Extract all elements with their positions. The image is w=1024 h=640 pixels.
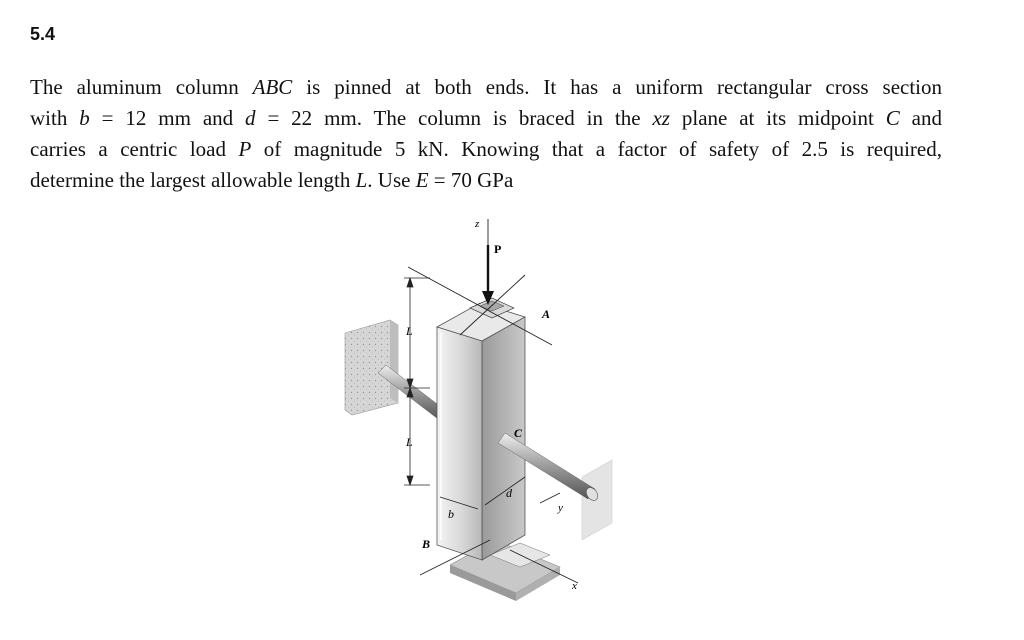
- label-d: d: [506, 486, 512, 500]
- statement-run: with: [30, 106, 80, 130]
- label-B: B: [422, 537, 431, 551]
- statement-run: = 22 mm. The column is braced in the: [255, 106, 653, 130]
- aluminum-column: [437, 303, 525, 560]
- statement-run: . Use: [367, 168, 416, 192]
- statement-run: d: [245, 106, 256, 130]
- label-x: x: [572, 580, 577, 592]
- statement-run: and: [899, 106, 942, 130]
- statement-run: P: [238, 137, 252, 161]
- statement-run: xz: [652, 106, 670, 130]
- statement-run: of magnitude 5 kN. Knowing that a factor of safety of 2.5 is required,: [251, 137, 942, 161]
- problem-statement: [30, 72, 942, 196]
- statement-run: C: [885, 106, 900, 130]
- statement-line-3: [30, 134, 942, 165]
- statement-line-2: [30, 103, 942, 134]
- statement-run: = 70 GPa: [428, 168, 514, 192]
- label-L-top: L: [406, 324, 413, 338]
- concrete-support-block: [345, 320, 398, 415]
- statement-run: determine the largest allowable length: [30, 168, 356, 192]
- statement-run: b: [79, 106, 90, 130]
- problem-number: 5.4: [30, 24, 56, 44]
- statement-run: plane at its midpoint: [669, 106, 886, 130]
- statement-run: carries a centric load: [30, 137, 239, 161]
- load-arrow-P: [482, 245, 494, 305]
- statement-line-1: [30, 72, 942, 103]
- statement-line-4: [30, 165, 942, 196]
- statement-run: ABC: [252, 75, 293, 99]
- statement-run: The aluminum column: [30, 75, 253, 99]
- statement-run: E: [415, 168, 429, 192]
- statement-run: is pinned at both ends. It has a uniform rectangular cross section: [292, 75, 943, 99]
- label-P: P: [494, 242, 502, 256]
- right-wall-plate: [582, 460, 612, 540]
- label-z: z: [475, 218, 480, 230]
- column-figure: [320, 205, 660, 615]
- label-b: b: [448, 507, 454, 521]
- statement-run: L: [355, 168, 368, 192]
- label-A: A: [542, 307, 551, 321]
- label-y: y: [558, 502, 563, 514]
- statement-run: = 12 mm and: [89, 106, 246, 130]
- label-C: C: [514, 426, 523, 440]
- label-L-bottom: L: [406, 435, 413, 449]
